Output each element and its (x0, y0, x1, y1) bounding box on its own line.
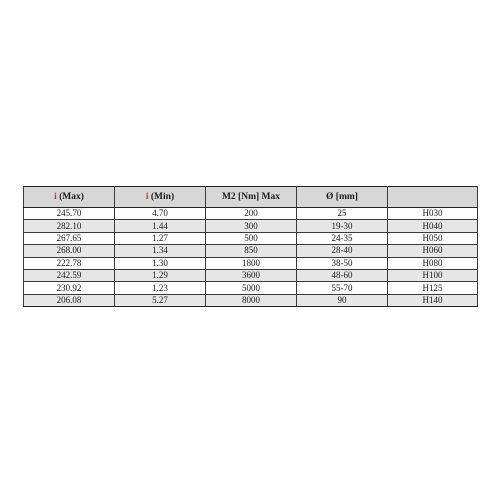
i-symbol: i (145, 192, 149, 202)
table-row (24, 282, 478, 294)
cell-i-min: 5.27 (115, 294, 206, 306)
cell-m2-max: 5000 (206, 282, 297, 294)
cell-i-max: 230.92 (24, 282, 115, 294)
cell-model: H100 (388, 269, 478, 281)
cell-i-max: 206.08 (24, 294, 115, 306)
header-label: Ø [mm] (326, 192, 358, 202)
header-row (24, 187, 478, 208)
cell-m2-max: 8000 (206, 294, 297, 306)
cell-model: H040 (388, 220, 478, 232)
cell-i-max: 242.59 (24, 269, 115, 281)
cell-i-max: 282.10 (24, 220, 115, 232)
header-cell-i-max (24, 187, 115, 208)
cell-diameter: 38-50 (297, 257, 388, 269)
header-cell-i-min (115, 187, 206, 208)
cell-diameter: 90 (297, 294, 388, 306)
header-cell-m2-max (206, 187, 297, 208)
table-row (24, 294, 478, 306)
spec-table (23, 186, 478, 307)
cell-m2-max: 1800 (206, 257, 297, 269)
cell-i-min: 1.30 (115, 257, 206, 269)
cell-i-min: 1.27 (115, 232, 206, 244)
cell-diameter: 24-35 (297, 232, 388, 244)
cell-i-min: 1.29 (115, 269, 206, 281)
cell-diameter: 19-30 (297, 220, 388, 232)
cell-i-min: 1.23 (115, 282, 206, 294)
header-cell-diameter (297, 187, 388, 208)
cell-m2-max: 300 (206, 220, 297, 232)
cell-model: H060 (388, 245, 478, 257)
i-symbol: i (54, 192, 57, 202)
cell-m2-max: 850 (206, 245, 297, 257)
cell-m2-max: 200 (206, 208, 297, 220)
table-row (24, 232, 478, 244)
cell-i-max: 245.70 (24, 208, 115, 220)
table-row (24, 257, 478, 269)
cell-m2-max: 500 (206, 232, 297, 244)
table-row (24, 220, 478, 232)
table-row (24, 269, 478, 281)
cell-i-min: 1.44 (115, 220, 206, 232)
table-body (24, 208, 478, 307)
cell-m2-max: 3600 (206, 269, 297, 281)
cell-model: H140 (388, 294, 478, 306)
cell-model: H125 (388, 282, 478, 294)
cell-i-min: 4.70 (115, 208, 206, 220)
table-row (24, 245, 478, 257)
cell-model: H030 (388, 208, 478, 220)
header-cell-model (388, 187, 478, 208)
cell-model: H050 (388, 232, 478, 244)
cell-diameter: 25 (297, 208, 388, 220)
cell-i-max: 268.00 (24, 245, 115, 257)
cell-diameter: 48-60 (297, 269, 388, 281)
table-row (24, 208, 478, 220)
table-header (24, 187, 478, 208)
cell-i-min: 1.34 (115, 245, 206, 257)
cell-model: H080 (388, 257, 478, 269)
cell-i-max: 267.65 (24, 232, 115, 244)
cell-diameter: 28-40 (297, 245, 388, 257)
header-label: M2 [Nm] Max (221, 192, 281, 202)
header-label: (Max) (56, 192, 84, 202)
cell-i-max: 222.78 (24, 257, 115, 269)
cell-diameter: 55-70 (297, 282, 388, 294)
header-label: (Min) (148, 192, 175, 202)
